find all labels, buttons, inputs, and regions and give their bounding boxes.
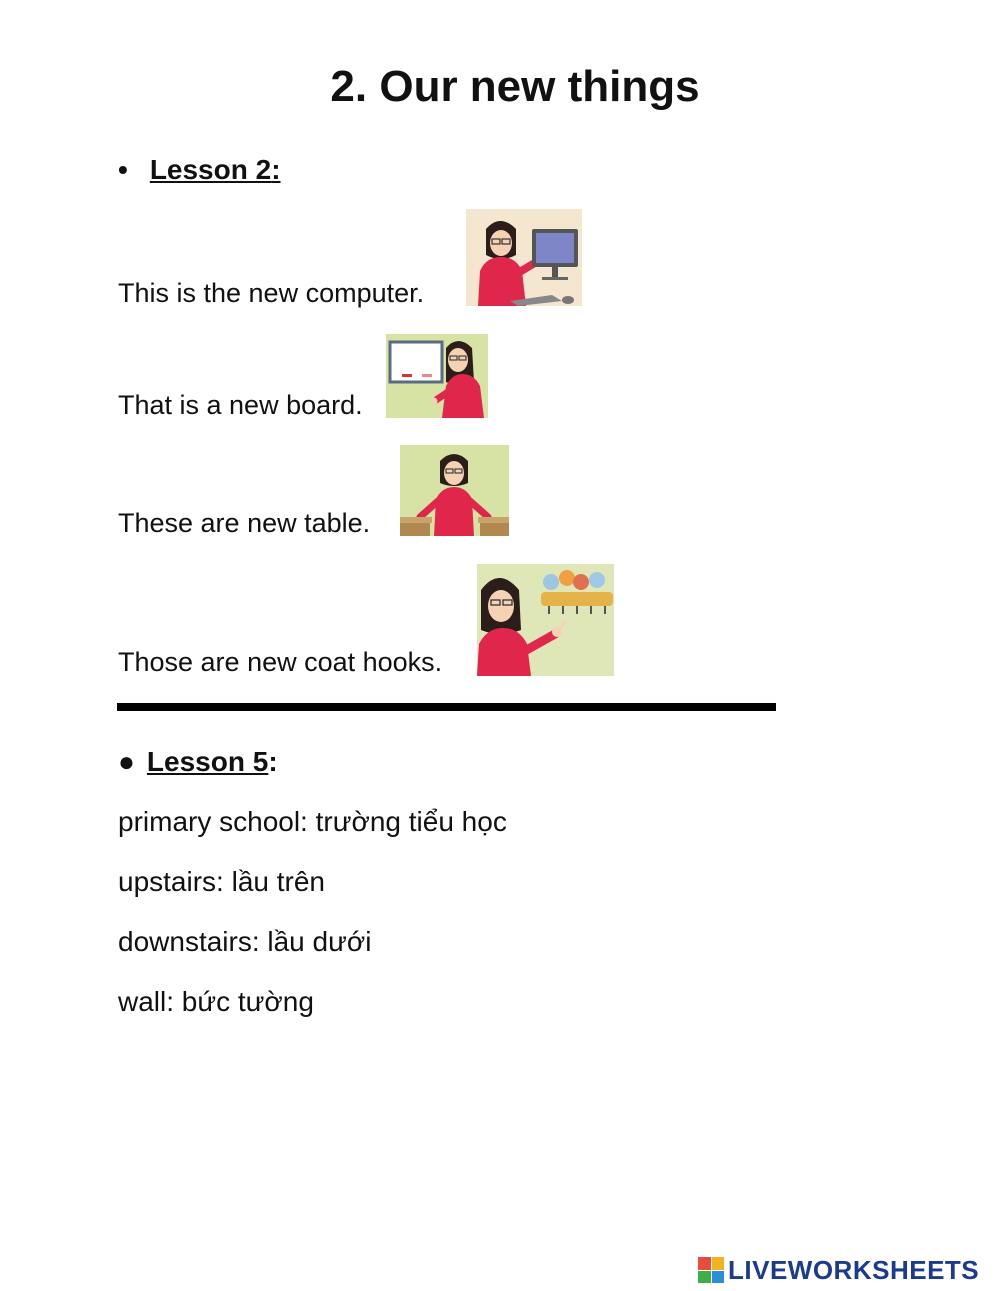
sentence-coat-hooks: Those are new coat hooks. bbox=[118, 647, 443, 677]
sentence-computer: This is the new computer. bbox=[118, 278, 425, 308]
lesson-2-colon: : bbox=[271, 154, 281, 185]
section-divider bbox=[117, 703, 776, 711]
sentence-table: These are new table. bbox=[118, 508, 371, 538]
logo-grid-icon bbox=[698, 1257, 724, 1283]
vocab-item: primary school: trường tiểu học bbox=[118, 806, 507, 837]
teacher-computer-image bbox=[466, 209, 582, 306]
logo-text: LIVEWORKSHEETS bbox=[728, 1254, 980, 1285]
lesson-5-heading bbox=[118, 746, 278, 778]
sentence-board: That is a new board. bbox=[118, 390, 363, 420]
vocab-item: upstairs: lầu trên bbox=[118, 866, 325, 897]
lesson-5-colon: : bbox=[268, 746, 278, 777]
teacher-coat-hooks-image bbox=[477, 564, 614, 676]
vocab-item: wall: bức tường bbox=[118, 986, 314, 1017]
page-title: 2. Our new things bbox=[330, 62, 700, 111]
bullet-dot: ● bbox=[118, 746, 135, 777]
bullet-dot: • bbox=[118, 154, 128, 185]
liveworksheets-logo bbox=[698, 1254, 979, 1286]
lesson-2-heading bbox=[118, 154, 281, 186]
teacher-table-image bbox=[400, 445, 509, 536]
teacher-board-image bbox=[386, 334, 488, 418]
lesson-5-label: Lesson 5 bbox=[146, 746, 269, 777]
vocab-item: downstairs: lầu dưới bbox=[118, 926, 372, 957]
lesson-2-label: Lesson 2 bbox=[149, 154, 272, 185]
